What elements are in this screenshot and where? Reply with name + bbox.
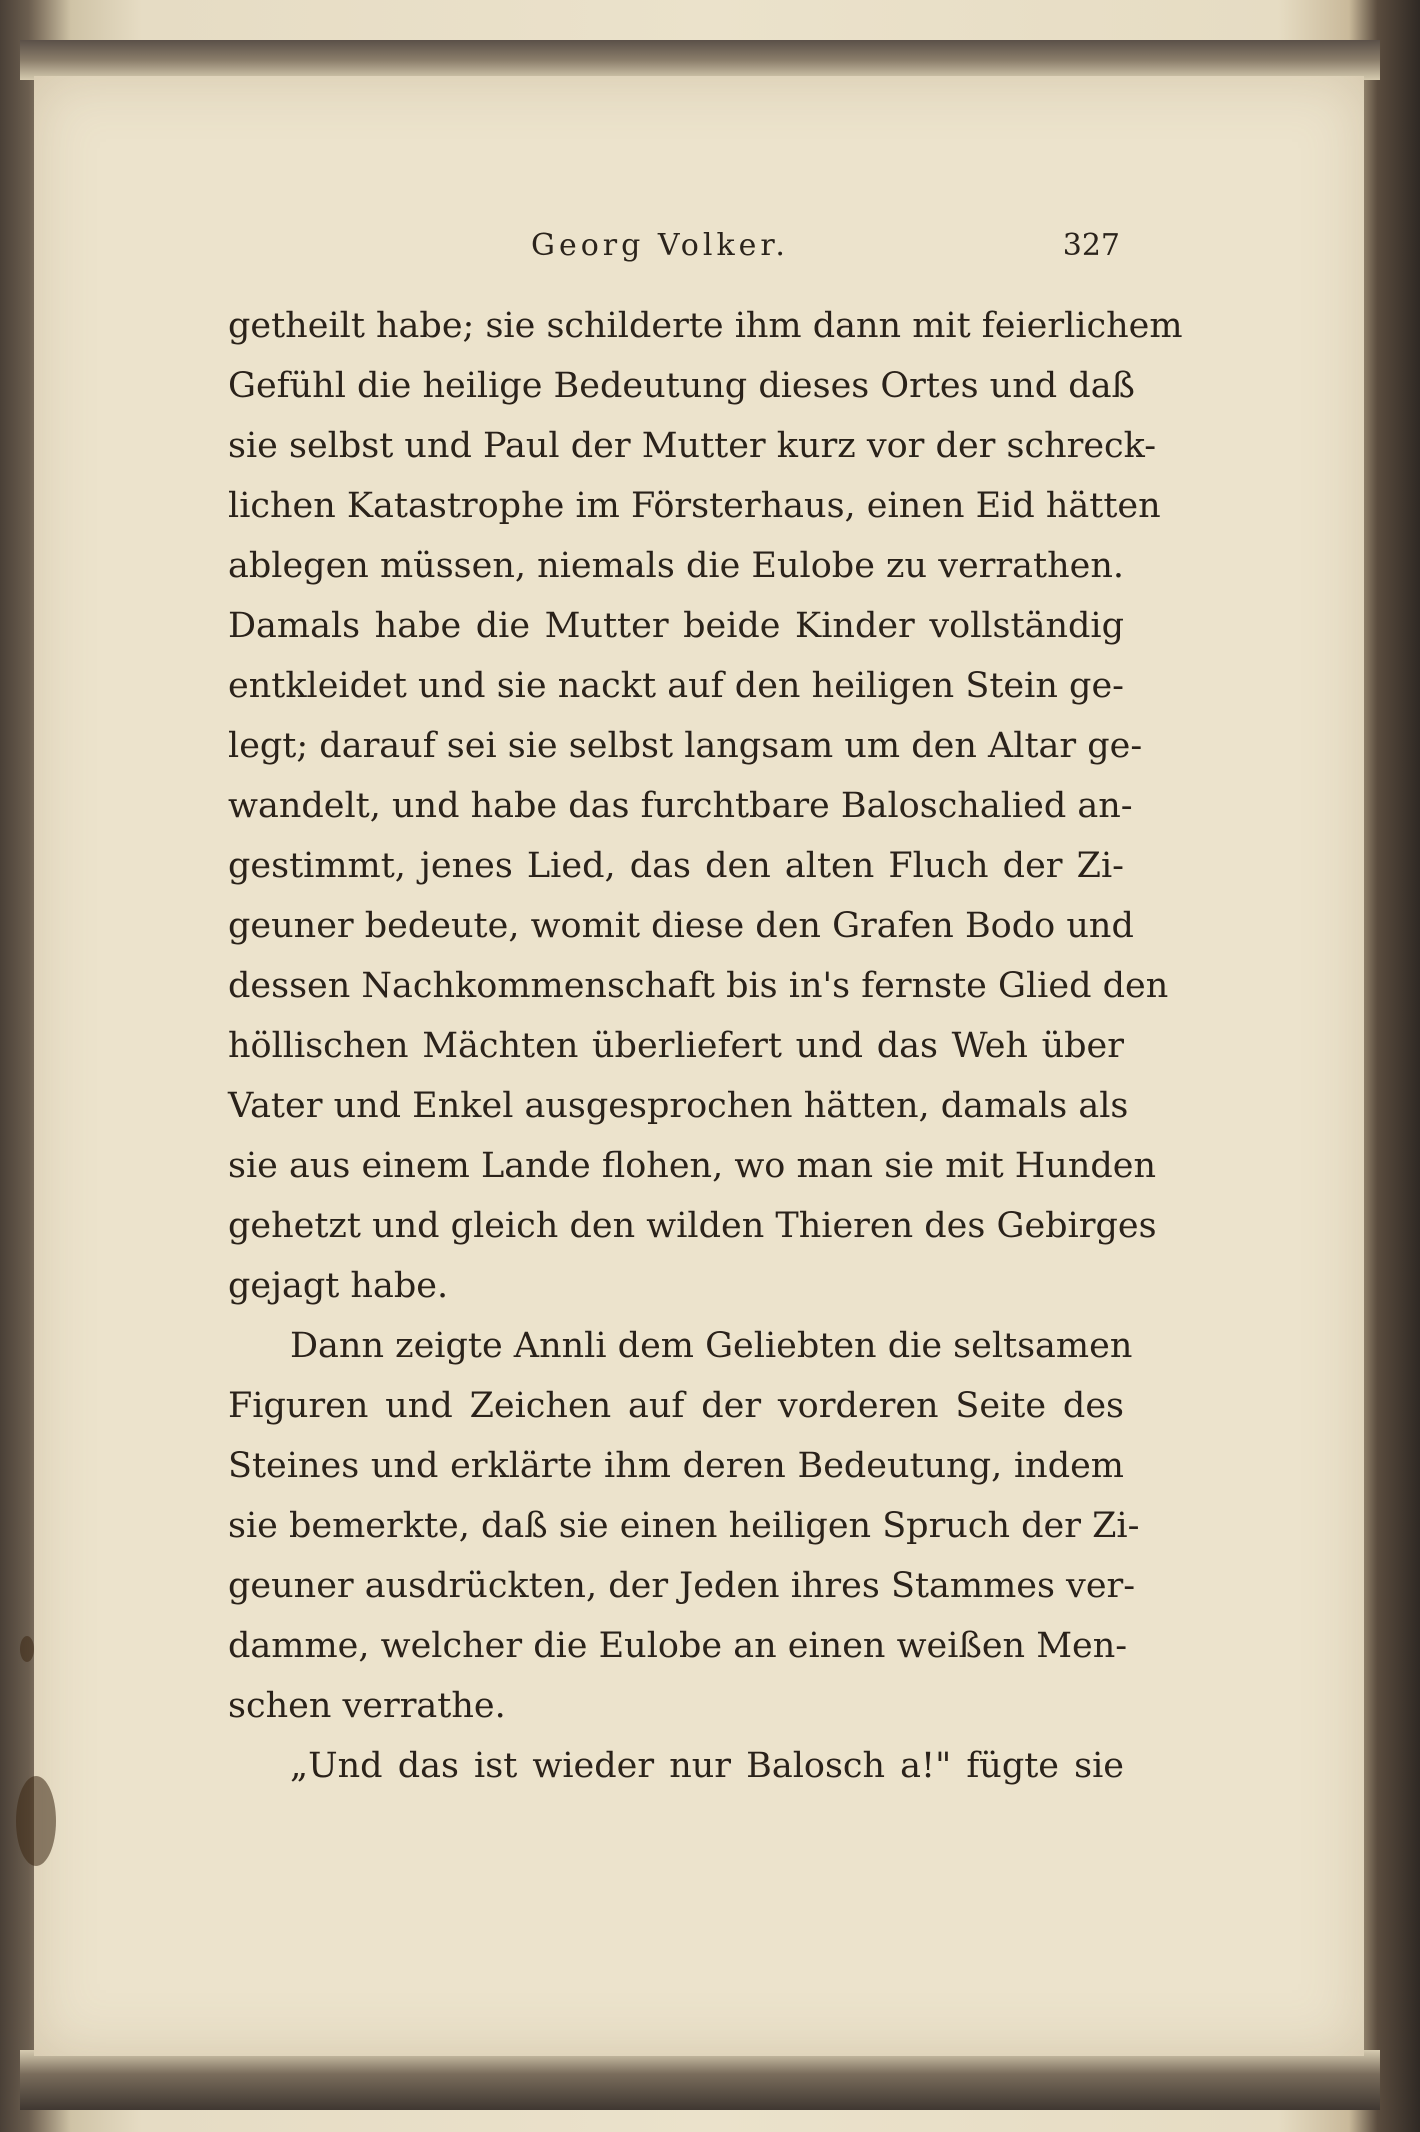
paragraph-end-line: gejagt habe.	[228, 1266, 449, 1306]
paragraph-start-line: Dann zeigte Annli dem Geliebten die seltsamen	[290, 1326, 1133, 1366]
text-line: Gefühl die heilige Bedeutung dieses Ortes und daß	[228, 366, 1135, 406]
ink-stain	[20, 1636, 34, 1662]
book-bottom-edge	[20, 2050, 1380, 2110]
running-title: Georg Volker.	[531, 228, 789, 263]
text-line: wandelt, und habe das furchtbare Baloschalied an-	[228, 786, 1133, 826]
text-line: Steines und erklärte ihm deren Bedeutung, indem	[228, 1446, 1124, 1486]
text-line: geuner bedeute, womit diese den Grafen Bodo und	[228, 906, 1134, 946]
ink-stain	[16, 1776, 56, 1866]
text-line: sie aus einem Lande flohen, wo man sie mit Hunden	[228, 1146, 1157, 1186]
text-line: geuner ausdrückten, der Jeden ihres Stammes ver-	[228, 1566, 1136, 1606]
text-line: gestimmt, jenes Lied, das den alten Fluch der Zi-	[228, 846, 1124, 886]
text-line: Damals habe die Mutter beide Kinder vollständig	[228, 606, 1124, 646]
text-line: ablegen müssen, niemals die Eulobe zu verrathen.	[228, 546, 1124, 586]
text-line: lichen Katastrophe im Försterhaus, einen Eid hätten	[228, 486, 1161, 526]
page-number: 327	[1062, 228, 1120, 263]
book-top-edge	[20, 40, 1380, 80]
text-line: entkleidet und sie nackt auf den heiligen Stein ge-	[228, 666, 1124, 706]
text-line: gehetzt und gleich den wilden Thieren des Gebirges	[228, 1206, 1157, 1246]
paragraph-end-line: schen verrathe.	[228, 1686, 506, 1726]
body-text	[228, 296, 1183, 1796]
text-line: Vater und Enkel ausgesprochen hätten, damals als	[228, 1086, 1129, 1126]
text-line: dessen Nachkommenschaft bis in's fernste Glied den	[228, 966, 1169, 1006]
text-line: Figuren und Zeichen auf der vorderen Seite des	[228, 1386, 1124, 1426]
running-head	[190, 228, 1130, 278]
text-line: damme, welcher die Eulobe an einen weißen Men-	[228, 1626, 1128, 1666]
text-line: sie bemerkte, daß sie einen heiligen Spruch der Zi-	[228, 1506, 1140, 1546]
text-line: legt; darauf sei sie selbst langsam um den Altar ge-	[228, 726, 1143, 766]
text-line: getheilt habe; sie schilderte ihm dann mit feierlichem	[228, 306, 1183, 346]
text-line: höllischen Mächten überliefert und das Weh über	[228, 1026, 1124, 1066]
text-line: sie selbst und Paul der Mutter kurz vor der schreck-	[228, 426, 1157, 466]
paragraph-start-line: „Und das ist wieder nur Balosch a!" fügte sie	[290, 1746, 1124, 1786]
